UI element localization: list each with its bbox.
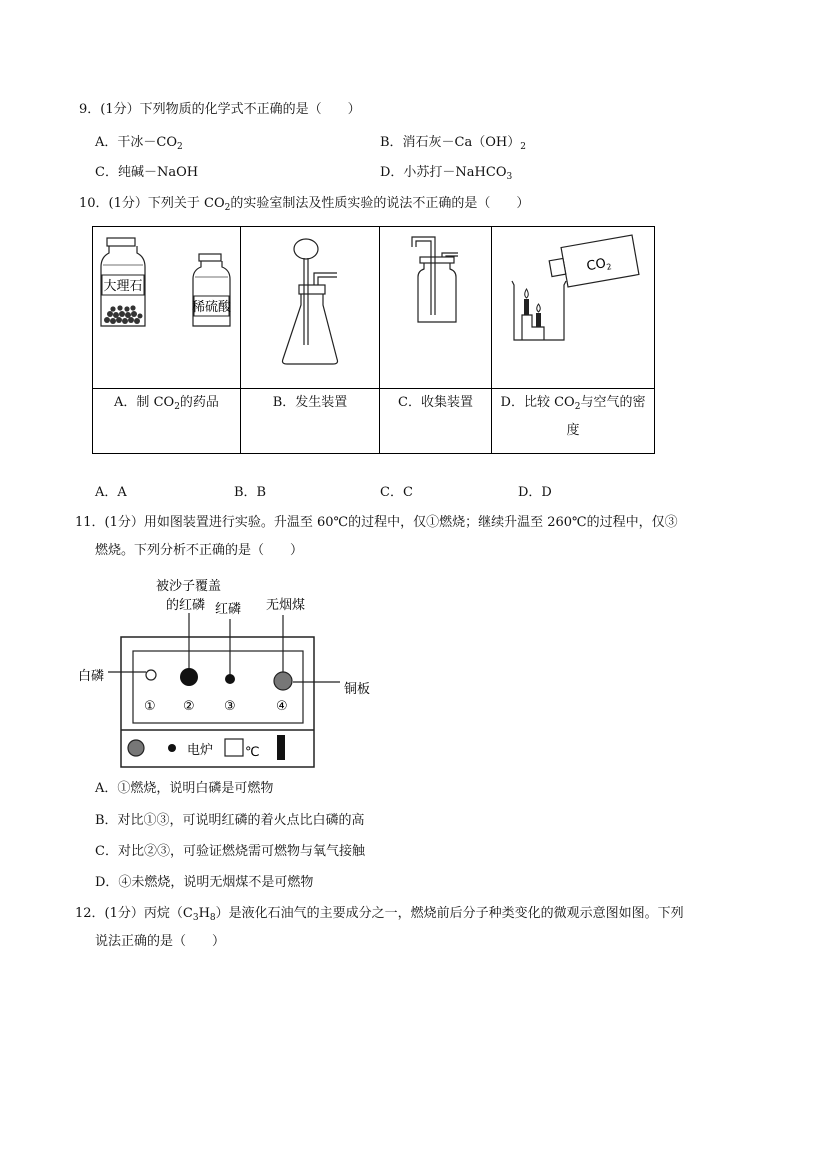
covered-red-p-label-2: 的红磷 — [166, 598, 206, 613]
q11-option-c: C．对比②③，可验证燃烧需可燃物与氧气接触 — [95, 844, 365, 859]
q10-figure-table — [92, 226, 655, 454]
q11-stem-line1: 11．(1分）用如图装置进行实验。升温至 60℃的过程中，仅①燃烧；继续升温至 260℃的过程中，仅③ — [75, 515, 678, 530]
q10-caption-d: D．比较 $CO_2$与空气的密 度 — [492, 389, 655, 454]
gas-collection-bottle-figure — [380, 227, 491, 384]
q11-apparatus-figure — [70, 572, 400, 770]
stove-knob-icon — [128, 740, 144, 756]
label-n2: ② — [183, 699, 195, 714]
q10-cell-d-figure — [492, 227, 655, 389]
q9-option-d: D．小苏打－NaHCO$_3$ — [380, 165, 513, 182]
q10-option-b: B．B — [234, 485, 267, 500]
q10-caption-c: C．收集装置 — [380, 389, 492, 454]
reagent-bottles-figure — [93, 227, 240, 384]
covered-red-p-sample — [180, 668, 198, 686]
q10-cell-c-figure — [380, 227, 492, 389]
label-n3: ③ — [224, 699, 236, 714]
q11-stem-line2: 燃烧。下列分析不正确的是（ ） — [95, 543, 304, 558]
white-p-label: 白磷 — [78, 669, 105, 684]
q10-caption-b: B．发生装置 — [241, 389, 380, 454]
q12-stem-line1: 12．(1分）丙烷$(C_3H_8)$是液化石油气的主要成分之一，燃烧前后分子种类变化的微观示意图如图。下列 — [75, 906, 684, 923]
jar2-label: 稀硫酸 — [191, 300, 232, 315]
white-p-sample — [146, 670, 156, 680]
density-comparison-figure — [492, 227, 654, 384]
stove-indicator-icon — [168, 744, 176, 752]
q11-option-b: B．对比①③，可说明红磷的着火点比白磷的高 — [95, 813, 365, 828]
temperature-display — [225, 739, 243, 756]
q10-option-c: C．C — [380, 485, 413, 500]
q10-cell-a-figure — [93, 227, 241, 389]
q10-option-d: D．D — [518, 485, 552, 500]
coal-label: 无烟煤 — [266, 598, 306, 613]
generator-flask-figure — [241, 227, 379, 384]
stove-label: 电炉 — [187, 743, 214, 758]
q10-cell-b-figure — [241, 227, 380, 389]
label-n4: ④ — [276, 699, 288, 714]
q11-option-d: D．④未燃烧，说明无烟煤不是可燃物 — [95, 875, 314, 890]
q10-stem: 10．(1分）下列关于 $CO_2$的实验室制法及性质实验的说法不正确的是（ ） — [79, 196, 530, 213]
co2-bottle-label: $CO_2$ — [585, 256, 613, 275]
copper-label: 铜板 — [344, 682, 371, 697]
covered-red-p-label-1: 被沙子覆盖 — [156, 579, 222, 594]
q12-stem-line2: 说法正确的是（ ） — [95, 934, 226, 949]
red-p-label: 红磷 — [215, 602, 242, 617]
q9-option-b: B．消石灰$-Ca(OH)_2$ — [380, 135, 526, 152]
q11-option-a: A．①燃烧，说明白磷是可燃物 — [95, 781, 274, 796]
q9-option-a: A．干冰$-CO_2$ — [95, 135, 183, 152]
stove-switch-icon — [277, 735, 285, 760]
q9-stem: 9．(1分）下列物质的化学式不正确的是（ ） — [79, 102, 361, 117]
red-p-sample — [225, 674, 235, 684]
q10-option-a: A．A — [95, 485, 127, 500]
celsius-unit: ℃ — [245, 745, 260, 760]
q9-option-c: C．纯碱－NaOH — [95, 165, 199, 180]
jar1-label: 大理石 — [103, 279, 143, 294]
label-n1: ① — [144, 699, 156, 714]
q10-caption-a: A．制 $CO_2$的药品 — [93, 389, 241, 454]
coal-sample — [274, 672, 292, 690]
